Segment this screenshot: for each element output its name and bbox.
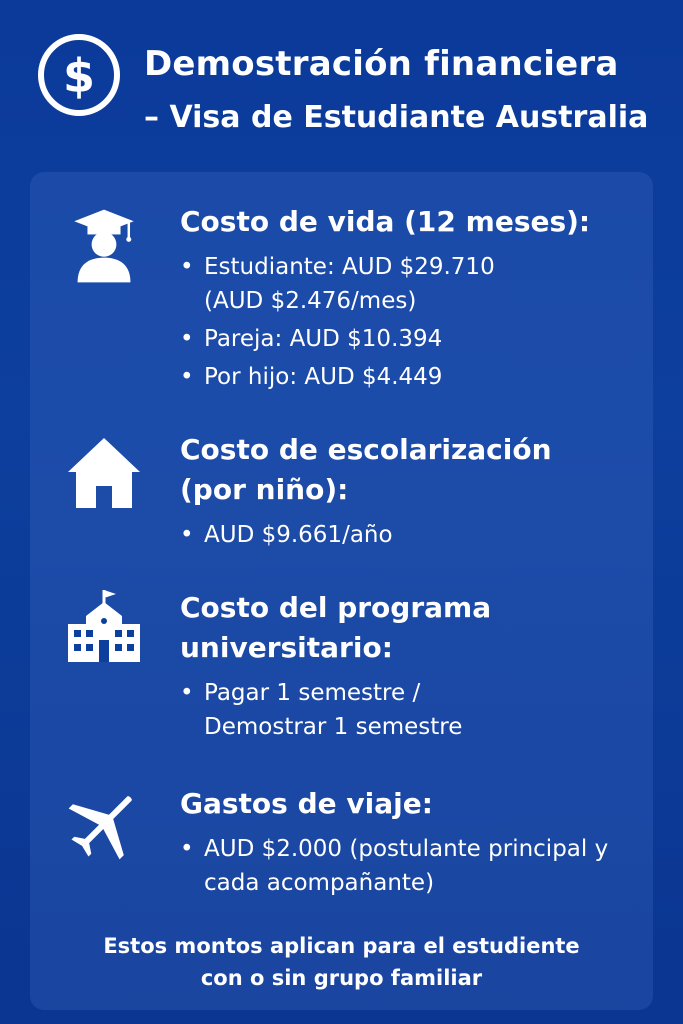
section-title: Costo de vida (12 meses): bbox=[180, 205, 591, 238]
list-item: • Pagar 1 semestre / Demostrar 1 semestre bbox=[180, 676, 504, 744]
list-item: • AUD $2.000 (postulante principal y cada acompañante) bbox=[180, 832, 634, 900]
list-item: • Estudiante: AUD $29.710 (AUD $2.476/mes) bbox=[180, 250, 534, 318]
bullet-list bbox=[180, 518, 640, 552]
bullet-list bbox=[180, 250, 640, 394]
page-subtitle: – Visa de Estudiante Australia bbox=[144, 100, 649, 135]
school-building-icon bbox=[66, 588, 142, 664]
list-item: • Pareja: AUD $10.394 bbox=[180, 322, 640, 356]
section-title: Costo de escolarización (por niño): bbox=[180, 433, 552, 506]
dollar-circle-icon bbox=[36, 32, 122, 118]
header bbox=[36, 30, 663, 150]
airplane-icon bbox=[66, 786, 142, 862]
footer-line-1: Estos montos aplican para el estudiente bbox=[103, 934, 580, 958]
section-title: Costo del programa universitario: bbox=[180, 591, 492, 664]
house-icon bbox=[66, 436, 142, 512]
footer-line-2: con o sin grupo familiar bbox=[200, 966, 483, 990]
page-title: Demostración financiera bbox=[144, 44, 619, 84]
svg-text:$: $ bbox=[62, 49, 96, 103]
bullet-list bbox=[180, 832, 640, 900]
list-item: • Por hijo: AUD $4.449 bbox=[180, 360, 640, 394]
list-item: • AUD $9.661/año bbox=[180, 518, 640, 552]
info-card bbox=[30, 172, 653, 1010]
bullet-list bbox=[180, 676, 640, 744]
footer-note bbox=[30, 930, 653, 994]
section-title: Gastos de viaje: bbox=[180, 787, 433, 820]
graduate-icon bbox=[66, 208, 142, 284]
